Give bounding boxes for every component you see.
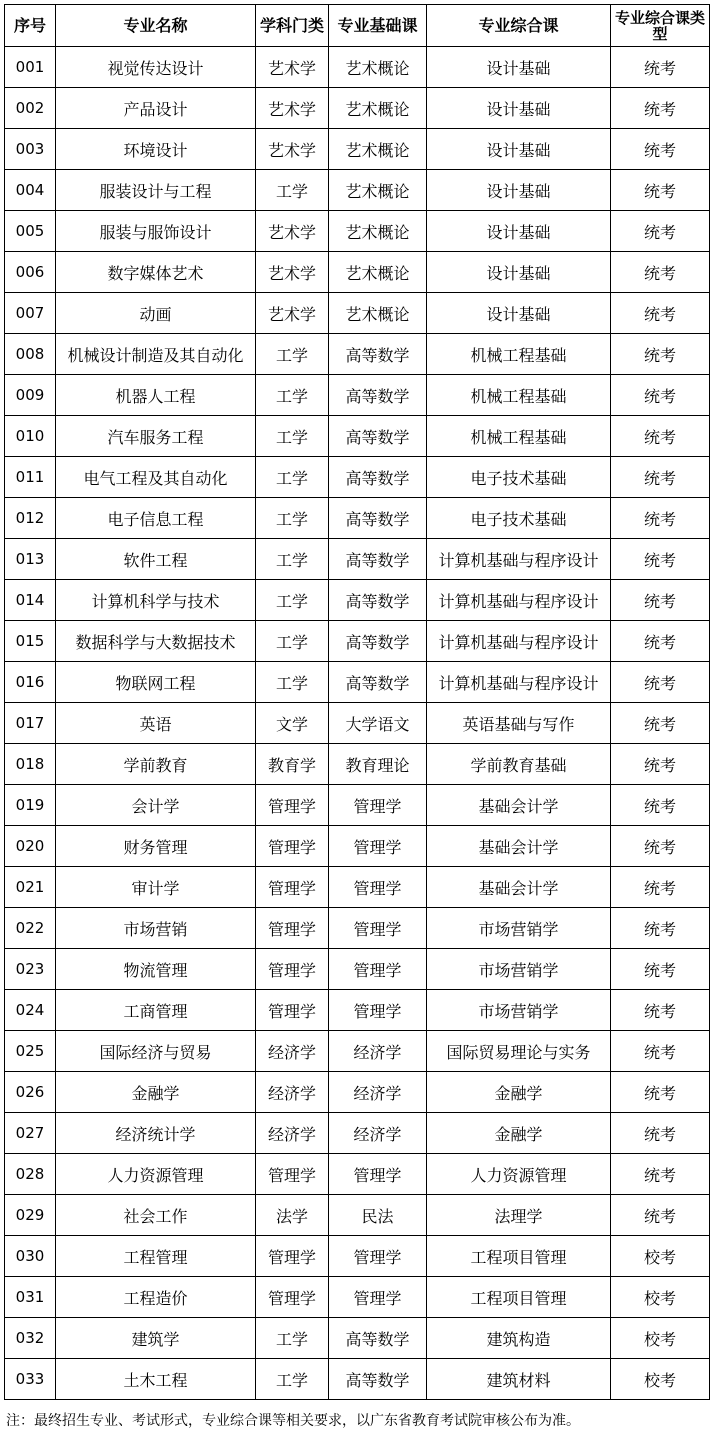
seq-cell: 012 xyxy=(5,498,56,539)
course-type-cell: 统考 xyxy=(611,1154,710,1195)
table-row xyxy=(5,785,710,826)
table-row xyxy=(5,867,710,908)
category-cell: 管理学 xyxy=(256,1236,329,1277)
table-row xyxy=(5,1318,710,1359)
course-type-cell: 统考 xyxy=(611,621,710,662)
comprehensive-course-cell: 市场营销学 xyxy=(427,949,611,990)
table-row xyxy=(5,1277,710,1318)
category-cell: 管理学 xyxy=(256,908,329,949)
footnote: 注：最终招生专业、考试形式，专业综合课等相关要求，以广东省教育考试院审核公布为准。 xyxy=(6,1413,580,1429)
basic-course-cell: 高等数学 xyxy=(329,580,427,621)
category-cell: 艺术学 xyxy=(256,211,329,252)
category-cell: 管理学 xyxy=(256,990,329,1031)
course-type-cell: 统考 xyxy=(611,47,710,88)
course-type-cell: 校考 xyxy=(611,1318,710,1359)
seq-cell: 001 xyxy=(5,47,56,88)
table-row xyxy=(5,416,710,457)
major-cell: 软件工程 xyxy=(56,539,256,580)
seq-cell: 009 xyxy=(5,375,56,416)
majors-table xyxy=(4,4,710,1400)
category-cell: 艺术学 xyxy=(256,293,329,334)
header-course-type: 专业综合课类型 xyxy=(611,5,710,47)
category-cell: 艺术学 xyxy=(256,129,329,170)
comprehensive-course-cell: 计算机基础与程序设计 xyxy=(427,580,611,621)
comprehensive-course-cell: 设计基础 xyxy=(427,88,611,129)
basic-course-cell: 经济学 xyxy=(329,1113,427,1154)
category-cell: 艺术学 xyxy=(256,88,329,129)
category-cell: 经济学 xyxy=(256,1072,329,1113)
category-cell: 经济学 xyxy=(256,1031,329,1072)
comprehensive-course-cell: 市场营销学 xyxy=(427,908,611,949)
course-type-cell: 统考 xyxy=(611,457,710,498)
table-row xyxy=(5,375,710,416)
table-row xyxy=(5,88,710,129)
comprehensive-course-cell: 人力资源管理 xyxy=(427,1154,611,1195)
seq-cell: 030 xyxy=(5,1236,56,1277)
seq-cell: 003 xyxy=(5,129,56,170)
seq-cell: 023 xyxy=(5,949,56,990)
table-row xyxy=(5,1195,710,1236)
basic-course-cell: 高等数学 xyxy=(329,1318,427,1359)
table-row xyxy=(5,949,710,990)
majors-table-container xyxy=(4,4,709,1400)
basic-course-cell: 艺术概论 xyxy=(329,211,427,252)
seq-cell: 029 xyxy=(5,1195,56,1236)
table-row xyxy=(5,990,710,1031)
comprehensive-course-cell: 计算机基础与程序设计 xyxy=(427,662,611,703)
comprehensive-course-cell: 计算机基础与程序设计 xyxy=(427,621,611,662)
seq-cell: 010 xyxy=(5,416,56,457)
seq-cell: 019 xyxy=(5,785,56,826)
course-type-cell: 统考 xyxy=(611,662,710,703)
comprehensive-course-cell: 英语基础与写作 xyxy=(427,703,611,744)
seq-cell: 027 xyxy=(5,1113,56,1154)
course-type-cell: 统考 xyxy=(611,1195,710,1236)
major-cell: 视觉传达设计 xyxy=(56,47,256,88)
table-row xyxy=(5,1154,710,1195)
seq-cell: 017 xyxy=(5,703,56,744)
comprehensive-course-cell: 设计基础 xyxy=(427,252,611,293)
basic-course-cell: 管理学 xyxy=(329,1277,427,1318)
basic-course-cell: 教育理论 xyxy=(329,744,427,785)
basic-course-cell: 艺术概论 xyxy=(329,129,427,170)
seq-cell: 024 xyxy=(5,990,56,1031)
major-cell: 审计学 xyxy=(56,867,256,908)
basic-course-cell: 管理学 xyxy=(329,908,427,949)
category-cell: 工学 xyxy=(256,1318,329,1359)
header-major: 专业名称 xyxy=(56,5,256,47)
table-row xyxy=(5,293,710,334)
seq-cell: 013 xyxy=(5,539,56,580)
comprehensive-course-cell: 电子技术基础 xyxy=(427,498,611,539)
course-type-cell: 统考 xyxy=(611,949,710,990)
course-type-cell: 统考 xyxy=(611,826,710,867)
category-cell: 工学 xyxy=(256,334,329,375)
course-type-cell: 统考 xyxy=(611,744,710,785)
comprehensive-course-cell: 金融学 xyxy=(427,1113,611,1154)
basic-course-cell: 高等数学 xyxy=(329,498,427,539)
comprehensive-course-cell: 市场营销学 xyxy=(427,990,611,1031)
comprehensive-course-cell: 设计基础 xyxy=(427,47,611,88)
course-type-cell: 统考 xyxy=(611,170,710,211)
course-type-cell: 统考 xyxy=(611,129,710,170)
major-cell: 英语 xyxy=(56,703,256,744)
category-cell: 工学 xyxy=(256,1359,329,1400)
major-cell: 经济统计学 xyxy=(56,1113,256,1154)
major-cell: 会计学 xyxy=(56,785,256,826)
table-row xyxy=(5,662,710,703)
major-cell: 数据科学与大数据技术 xyxy=(56,621,256,662)
table-row xyxy=(5,703,710,744)
comprehensive-course-cell: 基础会计学 xyxy=(427,785,611,826)
category-cell: 文学 xyxy=(256,703,329,744)
basic-course-cell: 民法 xyxy=(329,1195,427,1236)
table-row xyxy=(5,334,710,375)
major-cell: 金融学 xyxy=(56,1072,256,1113)
basic-course-cell: 管理学 xyxy=(329,1154,427,1195)
seq-cell: 016 xyxy=(5,662,56,703)
category-cell: 工学 xyxy=(256,539,329,580)
table-row xyxy=(5,1031,710,1072)
major-cell: 电气工程及其自动化 xyxy=(56,457,256,498)
major-cell: 物联网工程 xyxy=(56,662,256,703)
major-cell: 计算机科学与技术 xyxy=(56,580,256,621)
category-cell: 工学 xyxy=(256,416,329,457)
course-type-cell: 统考 xyxy=(611,498,710,539)
comprehensive-course-cell: 电子技术基础 xyxy=(427,457,611,498)
category-cell: 工学 xyxy=(256,375,329,416)
seq-cell: 006 xyxy=(5,252,56,293)
basic-course-cell: 管理学 xyxy=(329,867,427,908)
basic-course-cell: 高等数学 xyxy=(329,457,427,498)
basic-course-cell: 经济学 xyxy=(329,1031,427,1072)
seq-cell: 026 xyxy=(5,1072,56,1113)
table-row xyxy=(5,252,710,293)
table-row xyxy=(5,1359,710,1400)
course-type-cell: 统考 xyxy=(611,334,710,375)
course-type-cell: 统考 xyxy=(611,990,710,1031)
comprehensive-course-cell: 设计基础 xyxy=(427,129,611,170)
major-cell: 数字媒体艺术 xyxy=(56,252,256,293)
header-basic-course: 专业基础课 xyxy=(329,5,427,47)
category-cell: 工学 xyxy=(256,662,329,703)
category-cell: 法学 xyxy=(256,1195,329,1236)
seq-cell: 022 xyxy=(5,908,56,949)
major-cell: 国际经济与贸易 xyxy=(56,1031,256,1072)
comprehensive-course-cell: 基础会计学 xyxy=(427,826,611,867)
table-row xyxy=(5,908,710,949)
major-cell: 物流管理 xyxy=(56,949,256,990)
major-cell: 人力资源管理 xyxy=(56,1154,256,1195)
course-type-cell: 校考 xyxy=(611,1277,710,1318)
course-type-cell: 统考 xyxy=(611,1072,710,1113)
basic-course-cell: 高等数学 xyxy=(329,662,427,703)
major-cell: 机械设计制造及其自动化 xyxy=(56,334,256,375)
seq-cell: 028 xyxy=(5,1154,56,1195)
seq-cell: 021 xyxy=(5,867,56,908)
major-cell: 建筑学 xyxy=(56,1318,256,1359)
table-body xyxy=(5,47,710,1400)
category-cell: 工学 xyxy=(256,170,329,211)
basic-course-cell: 高等数学 xyxy=(329,334,427,375)
basic-course-cell: 高等数学 xyxy=(329,375,427,416)
major-cell: 机器人工程 xyxy=(56,375,256,416)
course-type-cell: 统考 xyxy=(611,908,710,949)
basic-course-cell: 管理学 xyxy=(329,949,427,990)
seq-cell: 005 xyxy=(5,211,56,252)
category-cell: 管理学 xyxy=(256,1154,329,1195)
seq-cell: 032 xyxy=(5,1318,56,1359)
major-cell: 工程造价 xyxy=(56,1277,256,1318)
seq-cell: 033 xyxy=(5,1359,56,1400)
category-cell: 管理学 xyxy=(256,1277,329,1318)
course-type-cell: 统考 xyxy=(611,580,710,621)
basic-course-cell: 经济学 xyxy=(329,1072,427,1113)
category-cell: 艺术学 xyxy=(256,47,329,88)
course-type-cell: 统考 xyxy=(611,416,710,457)
category-cell: 管理学 xyxy=(256,867,329,908)
course-type-cell: 统考 xyxy=(611,375,710,416)
course-type-cell: 统考 xyxy=(611,1031,710,1072)
header-seq: 序号 xyxy=(5,5,56,47)
comprehensive-course-cell: 国际贸易理论与实务 xyxy=(427,1031,611,1072)
seq-cell: 007 xyxy=(5,293,56,334)
major-cell: 社会工作 xyxy=(56,1195,256,1236)
seq-cell: 031 xyxy=(5,1277,56,1318)
basic-course-cell: 艺术概论 xyxy=(329,47,427,88)
basic-course-cell: 管理学 xyxy=(329,826,427,867)
seq-cell: 004 xyxy=(5,170,56,211)
header-row xyxy=(5,5,710,47)
comprehensive-course-cell: 设计基础 xyxy=(427,293,611,334)
category-cell: 管理学 xyxy=(256,949,329,990)
comprehensive-course-cell: 设计基础 xyxy=(427,211,611,252)
basic-course-cell: 高等数学 xyxy=(329,1359,427,1400)
seq-cell: 025 xyxy=(5,1031,56,1072)
comprehensive-course-cell: 机械工程基础 xyxy=(427,334,611,375)
course-type-cell: 校考 xyxy=(611,1359,710,1400)
course-type-cell: 统考 xyxy=(611,1113,710,1154)
basic-course-cell: 高等数学 xyxy=(329,621,427,662)
table-row xyxy=(5,211,710,252)
table-row xyxy=(5,580,710,621)
major-cell: 产品设计 xyxy=(56,88,256,129)
table-row xyxy=(5,826,710,867)
table-row xyxy=(5,170,710,211)
comprehensive-course-cell: 工程项目管理 xyxy=(427,1236,611,1277)
table-row xyxy=(5,498,710,539)
seq-cell: 018 xyxy=(5,744,56,785)
course-type-cell: 统考 xyxy=(611,867,710,908)
seq-cell: 014 xyxy=(5,580,56,621)
major-cell: 财务管理 xyxy=(56,826,256,867)
seq-cell: 015 xyxy=(5,621,56,662)
course-type-cell: 统考 xyxy=(611,293,710,334)
header-category: 学科门类 xyxy=(256,5,329,47)
major-cell: 工商管理 xyxy=(56,990,256,1031)
seq-cell: 008 xyxy=(5,334,56,375)
category-cell: 教育学 xyxy=(256,744,329,785)
basic-course-cell: 大学语文 xyxy=(329,703,427,744)
table-row xyxy=(5,47,710,88)
category-cell: 管理学 xyxy=(256,785,329,826)
major-cell: 环境设计 xyxy=(56,129,256,170)
comprehensive-course-cell: 计算机基础与程序设计 xyxy=(427,539,611,580)
table-row xyxy=(5,539,710,580)
comprehensive-course-cell: 学前教育基础 xyxy=(427,744,611,785)
comprehensive-course-cell: 建筑材料 xyxy=(427,1359,611,1400)
major-cell: 土木工程 xyxy=(56,1359,256,1400)
comprehensive-course-cell: 基础会计学 xyxy=(427,867,611,908)
course-type-cell: 统考 xyxy=(611,539,710,580)
table-row xyxy=(5,1236,710,1277)
major-cell: 工程管理 xyxy=(56,1236,256,1277)
seq-cell: 002 xyxy=(5,88,56,129)
table-row xyxy=(5,1072,710,1113)
major-cell: 服装设计与工程 xyxy=(56,170,256,211)
basic-course-cell: 高等数学 xyxy=(329,416,427,457)
course-type-cell: 统考 xyxy=(611,703,710,744)
table-row xyxy=(5,129,710,170)
major-cell: 服装与服饰设计 xyxy=(56,211,256,252)
major-cell: 电子信息工程 xyxy=(56,498,256,539)
category-cell: 工学 xyxy=(256,498,329,539)
basic-course-cell: 艺术概论 xyxy=(329,252,427,293)
category-cell: 工学 xyxy=(256,457,329,498)
major-cell: 市场营销 xyxy=(56,908,256,949)
course-type-cell: 统考 xyxy=(611,785,710,826)
major-cell: 动画 xyxy=(56,293,256,334)
basic-course-cell: 高等数学 xyxy=(329,539,427,580)
seq-cell: 020 xyxy=(5,826,56,867)
basic-course-cell: 艺术概论 xyxy=(329,88,427,129)
comprehensive-course-cell: 金融学 xyxy=(427,1072,611,1113)
basic-course-cell: 管理学 xyxy=(329,1236,427,1277)
table-row xyxy=(5,621,710,662)
category-cell: 艺术学 xyxy=(256,252,329,293)
comprehensive-course-cell: 工程项目管理 xyxy=(427,1277,611,1318)
course-type-cell: 统考 xyxy=(611,211,710,252)
basic-course-cell: 艺术概论 xyxy=(329,293,427,334)
category-cell: 管理学 xyxy=(256,826,329,867)
comprehensive-course-cell: 法理学 xyxy=(427,1195,611,1236)
comprehensive-course-cell: 设计基础 xyxy=(427,170,611,211)
major-cell: 学前教育 xyxy=(56,744,256,785)
comprehensive-course-cell: 机械工程基础 xyxy=(427,416,611,457)
course-type-cell: 统考 xyxy=(611,88,710,129)
basic-course-cell: 管理学 xyxy=(329,785,427,826)
table-row xyxy=(5,744,710,785)
header-comprehensive-course: 专业综合课 xyxy=(427,5,611,47)
comprehensive-course-cell: 机械工程基础 xyxy=(427,375,611,416)
course-type-cell: 校考 xyxy=(611,1236,710,1277)
course-type-cell: 统考 xyxy=(611,252,710,293)
table-row xyxy=(5,457,710,498)
category-cell: 工学 xyxy=(256,621,329,662)
seq-cell: 011 xyxy=(5,457,56,498)
comprehensive-course-cell: 建筑构造 xyxy=(427,1318,611,1359)
basic-course-cell: 艺术概论 xyxy=(329,170,427,211)
major-cell: 汽车服务工程 xyxy=(56,416,256,457)
table-row xyxy=(5,1113,710,1154)
category-cell: 工学 xyxy=(256,580,329,621)
basic-course-cell: 管理学 xyxy=(329,990,427,1031)
category-cell: 经济学 xyxy=(256,1113,329,1154)
